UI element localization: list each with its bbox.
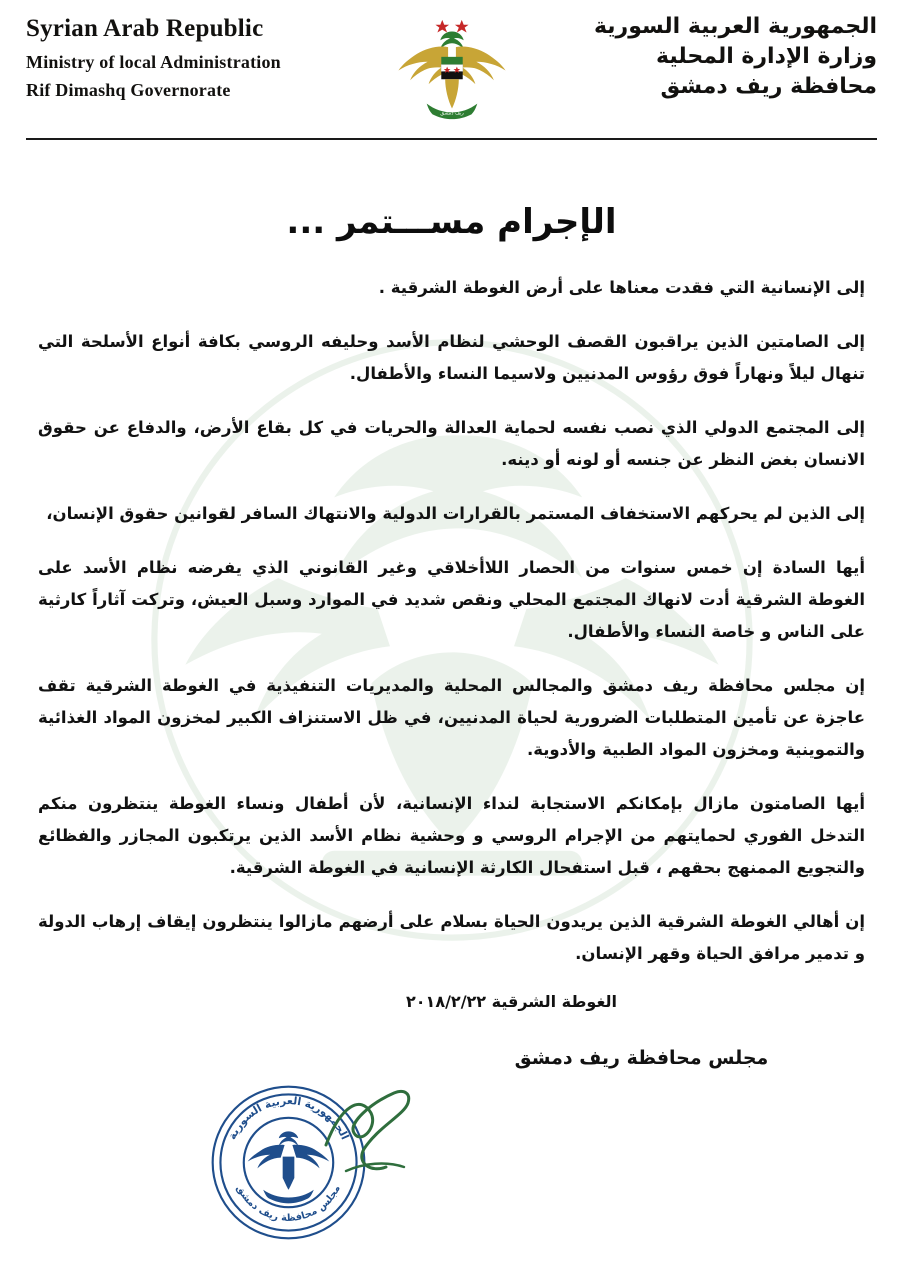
letterhead-english	[26, 10, 356, 102]
stamp-area	[26, 1075, 877, 1255]
paragraph: أيها السادة إن خمس سنوات من الحصار اللاأخلاقي وغير القانوني الذي يفرضه نظام الأسد على الغوطة الشرقية أدت لانهاك المجتمع المحلي ونقص شديد في الموارد وسبل العيش، وتركت آثاراً كارثية على الناس و خاصة النساء والأطفال.	[38, 558, 865, 641]
svg-text:الجمهورية العربية السورية: الجمهورية العربية السورية	[225, 1094, 352, 1142]
paragraph: أيها الصامتون مازال بإمكانكم الاستجابة لنداء الإنسانية، لأن أطفال ونساء الغوطة ينتظرون منكم التدخل الفوري لحمايتهم من الإجرام الروسي و وحشية نظام الأسد الذين يرتكبون المجازر والفظائع والتجويع الممنهج بحقهم ، قبل استفحال الكارثة الإنسانية في الغوطة الشرقية.	[38, 794, 865, 877]
document-body	[26, 272, 877, 970]
arabic-country-name: الجمهورية العربية السورية	[593, 14, 877, 39]
paragraph: إن أهالي الغوطة الشرقية الذين يريدون الحياة بسلام على أرضهم مازالوا ينتظرون إيقاف إرهاب الدولة و تدمير مرافق الحياة وقهر الإنسان.	[38, 912, 865, 963]
paragraph: إلى الإنسانية التي فقدت معناها على أرض الغوطة الشرقية .	[378, 278, 865, 297]
signatory-name: مجلس محافظة ريف دمشق	[514, 1047, 769, 1069]
letterhead-arabic	[547, 10, 877, 102]
english-ministry-name: Ministry of local Administration	[26, 52, 281, 72]
letterhead	[26, 0, 877, 132]
arabic-governorate-name: محافظة ريف دمشق	[660, 74, 877, 99]
paragraph: إلى الصامتين الذين يراقبون القصف الوحشي لنظام الأسد وحليفه الروسي بكافة أنواع الأسلحة التي تنهال ليلاً ونهاراً فوق رؤوس المدنيين ولاسيما النساء والأطفال.	[38, 332, 865, 383]
emblem	[377, 10, 527, 126]
arabic-ministry-name: وزارة الإدارة المحلية	[656, 44, 877, 69]
english-country-name: Syrian Arab Republic	[26, 15, 264, 42]
english-governorate-name: Rif Dimashq Governorate	[26, 80, 231, 100]
header-divider	[26, 138, 877, 140]
place-and-date: الغوطة الشرقية ٢٠١٨/٢/٢٢	[406, 992, 617, 1011]
svg-text:مجلس محافظة ريف دمشق: مجلس محافظة ريف دمشق	[234, 1183, 343, 1224]
paragraph: إلى الذين لم يحركهم الاستخفاف المستمر بالقرارات الدولية والانتهاك السافر لقوانين حقوق الإنسان،	[46, 504, 865, 523]
paragraph: إن مجلس محافظة ريف دمشق والمجالس المحلية والمديريات التنفيذية في الغوطة الشرقية تقف عاجزة عن تأمين المتطلبات الضرورية لحياة المدنيين، في ظل الاستنزاف الكبير لمخزون المواد الغذائية والتموينية ومخزون المواد الطبية والأدوية.	[38, 676, 865, 759]
paragraph: إلى المجتمع الدولي الذي نصب نفسه لحماية العدالة والحريات في كل بقاع الأرض، والدفاع عن حقوق الانسان بغض النظر عن جنسه أو لونه أو دينه.	[38, 418, 865, 469]
page-title: الإجرام مســـتمر ...	[286, 202, 617, 242]
svg-text:ريف دمشق: ريف دمشق	[439, 110, 464, 117]
handwritten-signature	[316, 1075, 426, 1195]
